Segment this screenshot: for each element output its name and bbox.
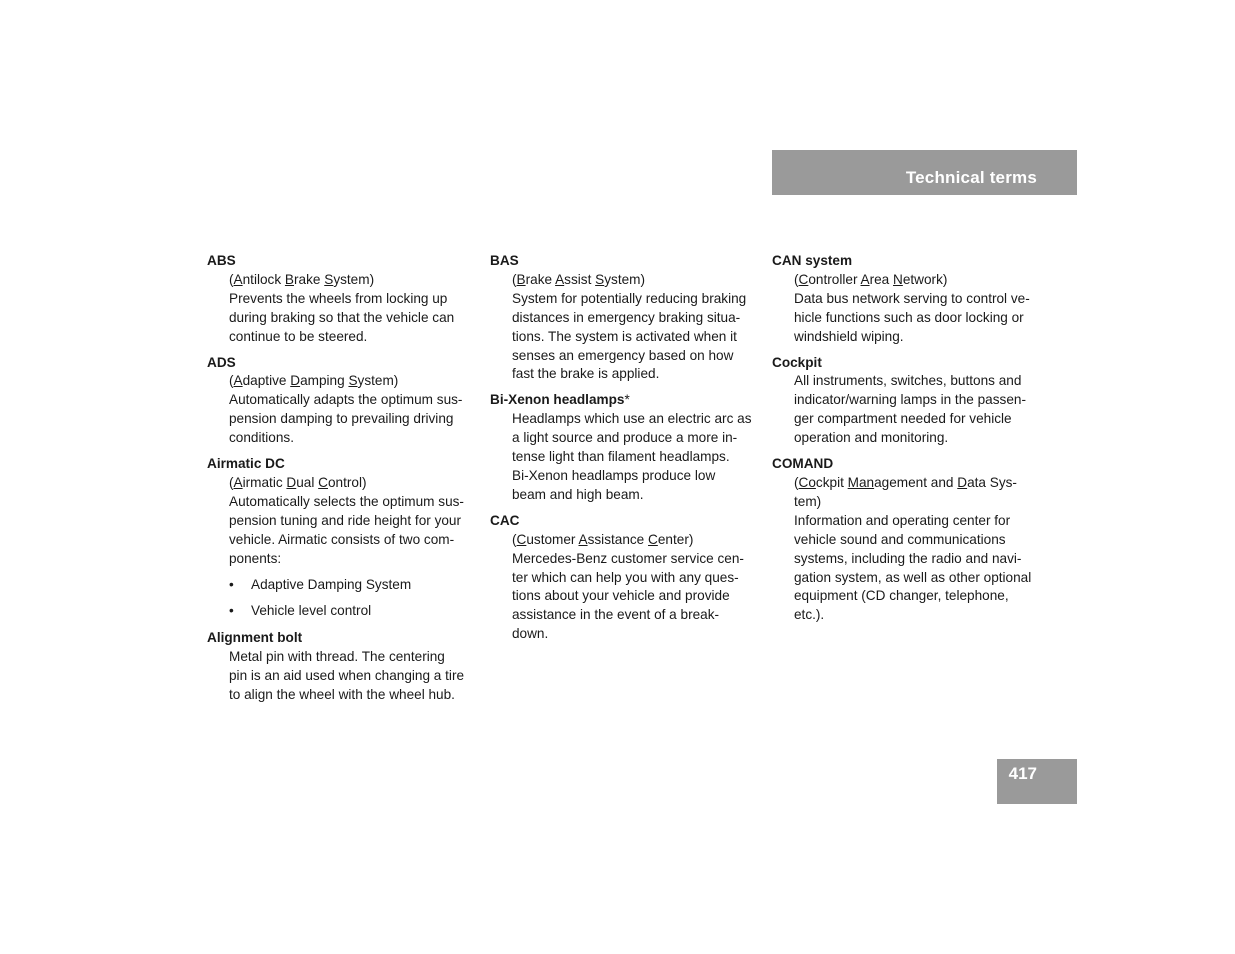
definition-line: Data bus network serving to control ve-: [794, 290, 1030, 306]
definition-line: Headlamps which use an electric arc as: [512, 411, 752, 427]
definition-bi-xenon-headlamps: [512, 410, 756, 505]
definition-cac: [512, 531, 756, 644]
glossary-entry-abs: [207, 252, 473, 347]
definition-abs: [229, 271, 473, 347]
abbreviation-expansion: (Antilock Brake System): [229, 271, 375, 287]
definition-line: System for potentially reducing braking: [512, 290, 747, 306]
term-comand: COMAND: [772, 456, 834, 472]
definition-line: All instruments, switches, buttons and: [794, 373, 1022, 389]
definition-cockpit: [794, 372, 1038, 448]
definition-line: pin is an aid used when changing a tire: [229, 668, 465, 684]
glossary-entry-cockpit: [772, 354, 1038, 449]
definition-comand: [794, 474, 1038, 625]
abbreviation-expansion: (Cockpit Management and Data Sys-: [794, 474, 1017, 490]
definition-line: Automatically selects the optimum sus-: [229, 493, 464, 509]
column-3: [772, 252, 1038, 632]
abbreviation-expansion-cont: tem): [794, 493, 822, 509]
column-1: [207, 252, 473, 712]
list-item: • Adaptive Damping System: [229, 576, 473, 595]
term-cockpit: Cockpit: [772, 354, 822, 370]
term-can-system: CAN system: [772, 253, 853, 268]
definition-line: distances in emergency braking situa-: [512, 309, 741, 325]
definition-line: etc.).: [794, 607, 825, 623]
definition-line: conditions.: [229, 430, 294, 446]
definition-line: pension tuning and ride height for your: [229, 512, 462, 528]
definition-line: pension damping to prevailing driving: [229, 411, 454, 427]
definition-line: systems, including the radio and navi-: [794, 550, 1022, 566]
definition-line: Information and operating center for: [794, 512, 1011, 528]
definition-ads: [229, 372, 473, 448]
definition-line: vehicle. Airmatic consists of two com-: [229, 531, 455, 547]
definition-line: indicator/warning lamps in the passen-: [794, 392, 1026, 408]
abbreviation-expansion: (Customer Assistance Center): [512, 531, 694, 547]
definition-line: assistance in the event of a break-: [512, 607, 720, 623]
definition-line: equipment (CD changer, telephone,: [794, 588, 1009, 604]
definition-line: ter which can help you with any ques-: [512, 569, 739, 585]
definition-line: down.: [512, 626, 549, 642]
page-number-tab: [997, 759, 1077, 804]
definition-line: ponents:: [229, 550, 282, 566]
abbreviation-expansion: (Adaptive Damping System): [229, 373, 399, 389]
term-airmatic-dc: Airmatic DC: [207, 456, 285, 472]
term-alignment-bolt: Alignment bolt: [207, 630, 303, 646]
definition-line: tense light than filament headlamps.: [512, 449, 730, 465]
definition-bas: [512, 271, 756, 384]
optional-equipment-asterisk: *: [624, 392, 630, 408]
glossary-entry-alignment-bolt: [207, 629, 473, 705]
term-ads: ADS: [207, 354, 236, 370]
term-bi-xenon-headlamps: Bi-Xenon headlamps*: [490, 392, 630, 408]
glossary-entry-bas: [490, 252, 756, 384]
section-header-tab: [772, 150, 1077, 195]
section-title: Technical terms: [905, 168, 1037, 187]
definition-line: continue to be steered.: [229, 328, 368, 344]
definition-line: tions. The system is activated when it: [512, 328, 737, 344]
abbreviation-expansion: (Airmatic Dual Control): [229, 474, 367, 490]
definition-line: during braking so that the vehicle can: [229, 309, 455, 325]
term-abs: ABS: [207, 253, 236, 268]
definition-line: senses an emergency based on how: [512, 347, 734, 363]
glossary-entry-comand: [772, 455, 1038, 625]
glossary-entry-can-system: [772, 252, 1038, 347]
abbreviation-expansion: (Controller Area Network): [794, 271, 948, 287]
definition-line: Mercedes-Benz customer service cen-: [512, 550, 744, 566]
definition-line: windshield wiping.: [794, 328, 904, 344]
glossary-entry-ads: [207, 354, 473, 449]
page-number: 417: [1008, 764, 1037, 783]
definition-line: Metal pin with thread. The centering: [229, 649, 445, 665]
definition-line: operation and monitoring.: [794, 430, 949, 446]
definition-line: Prevents the wheels from locking up: [229, 290, 448, 306]
definition-line: vehicle sound and communications: [794, 531, 1006, 547]
component-list: [229, 576, 473, 622]
glossary-entry-cac: [490, 512, 756, 644]
list-item: • Vehicle level control: [229, 602, 473, 621]
term-cac: CAC: [490, 512, 520, 528]
definition-line: Bi-Xenon headlamps produce low: [512, 467, 716, 483]
definition-line: ger compartment needed for vehicle: [794, 411, 1012, 427]
term-bas: BAS: [490, 253, 519, 268]
definition-airmatic-dc: [229, 474, 473, 621]
definition-line: beam and high beam.: [512, 486, 644, 502]
definition-line: a light source and produce a more in-: [512, 430, 738, 446]
glossary-entry-airmatic-dc: [207, 455, 473, 621]
glossary-entry-bi-xenon-headlamps: [490, 391, 756, 504]
definition-line: tions about your vehicle and provide: [512, 588, 730, 604]
definition-alignment-bolt: [229, 648, 473, 705]
definition-can-system: [794, 271, 1038, 347]
column-2: [490, 252, 756, 651]
definition-line: Automatically adapts the optimum sus-: [229, 392, 463, 408]
definition-line: fast the brake is applied.: [512, 366, 660, 382]
definition-line: gation system, as well as other optional: [794, 569, 1032, 585]
abbreviation-expansion: (Brake Assist System): [512, 271, 645, 287]
definition-line: hicle functions such as door locking or: [794, 309, 1024, 325]
definition-line: to align the wheel with the wheel hub.: [229, 687, 455, 703]
